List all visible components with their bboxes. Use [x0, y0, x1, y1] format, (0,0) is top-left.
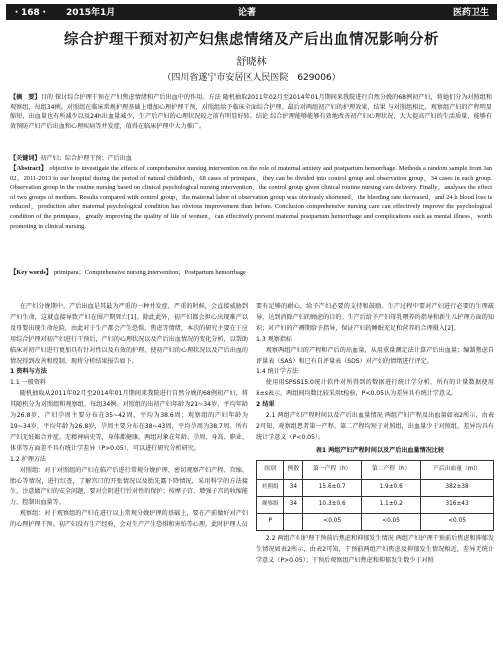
nursing-continued-paragraph: 要有足够的耐心，给予产妇必要的支持和鼓励。生产过程中要对产妇进行必要的生理疏导，达到消除产妇的顾虑的目的。生产后给予产妇母乳喂养的指导和新生儿护理方面的知识；对产妇的产褥期给予指导，保证产妇的睡眠充足和营养的合理摄入[2]。: [256, 303, 494, 332]
table-caption: 表1 两组产妇产程时间以及产后出血量情况比较: [315, 446, 444, 454]
table-cell: [284, 513, 303, 530]
table-header-cell: 第二产程（h）: [362, 460, 421, 479]
table-cell: 1.1±0.2: [362, 496, 421, 513]
table-row: [257, 496, 494, 513]
subsection-heading-1-2: 1.2 护理方法: [10, 455, 47, 463]
page-header-bar: [6, 4, 497, 20]
subsection-heading-1-1: 1.1 一般资料: [10, 379, 47, 387]
keywords-en-text: primipara；Comprehensive nursing intervention；Postpartum hemorrhage: [53, 269, 246, 276]
table-cell: 对照组: [257, 479, 284, 496]
issue-date: 2015年1月: [66, 8, 116, 18]
table-cell: 34: [284, 496, 303, 513]
intro-paragraph: 在产妇分娩期中，产后出血是其最为严重的一种并发症，严重的时候，会直接威胁到产妇生命，这就直接导致产妇在围产期死亡[1]。除此此外，初产妇都会担心出现难产以及母婴出现生命危险，由此对于生产都会产生恐惧、焦虑等情绪，本次的研究主要在于应用综合护理对初产妇进行干预后，产妇的心理状况以及产后出血情况的变化分析，以帮助临床对初产妇进行更加具有针对性以及有效的护理，使初产妇的心理状况以及产后出血的情况得到改善和控制，现将分析结果报告如下。: [10, 303, 248, 365]
table-header-cell: 组别: [257, 460, 284, 479]
keywords-en: [10, 268, 492, 278]
table-cell: 10.3±0.6: [303, 496, 362, 513]
table-cell: 316±43: [421, 496, 494, 513]
table-row: [257, 513, 494, 530]
table-cell: 382±38: [421, 479, 494, 496]
general-data-paragraph: 随机抽取从2011年02月至2014年01月期间来我院进行自然分娩的68例初产妇，将其随机分为对照组和观察组，每组34例。对照组的出初产妇年龄为21~34岁，平均年龄为26.8岁，产妇孕周主要分布在35~42周，平均为38.6周；观察组的产妇年龄为19~34岁，平均年龄为26.8岁，孕周主要分布在38~43周，平均孕周为38.7周。所有产妇无妊娠合并症、无精神病史等，身体都健康。两组对象在年龄、孕周、身高、职业、体重等方面差不具有统计学差异（P>0.05），可以进行研究分析研究。: [10, 390, 248, 452]
abstract-cn: [10, 93, 492, 131]
subsection-heading-1-4: 1.4 统计学方法: [256, 368, 299, 376]
section-heading-1: 1 资料与方法: [10, 368, 47, 376]
table-cell: <0.05: [303, 513, 362, 530]
table-cell: 1.9±0.6: [362, 479, 421, 496]
abstract-en-text: objective to investigate the effects of comprehensive nursing intervention on the role of maternal anxiety and postpartum hemorrhage. Methods a random sample from Jan 02，2011-2013 to our hospital during the period of natural childbirth，68 cases of primipara，they can be divided into control group and observation group，34 cases in each group. Observation group in the routine nursing based on clinical psychological nursing intervention，the control group given clinical routine nursing care delivery. Finally，analyses the effect of two groups of mothers. Results compared with control group，the maternal labor of observation group was obviously shortened，the bleeding rate decreased，and 24 h blood loss is reduced，production after maternal psychological condition has obvious improvement than before. Conclusion comprehensive nursing care can effectively improve the psychological condition of the primipara，greatly improving the quality of life of women，can effectively prevent maternal postpartum hemorrhage and complications such as mental illness，worth promoting in clinical nursing.: [10, 165, 492, 230]
table-header-cell: 例数: [284, 460, 303, 479]
article-title: 综合护理干预对初产妇焦虑情绪及产后出血情况影响分析: [64, 32, 439, 48]
table-cell: <0.05: [362, 513, 421, 530]
right-column: [256, 302, 494, 566]
table-cell: 观察组: [257, 496, 284, 513]
indicators-paragraph: 观察两组产妇的产程和产后的出血量，从用重量测定法计算产后出血量；编制焦虑自评量表（SAS）和已有自评量表（SDS）对产妇的情绪进行评定。: [256, 346, 494, 365]
results-2-1-paragraph: 2.1 两组产妇产程时间以及产后出血量情况 两组产妇产程及出血量如表2所示，由表2可知，观察组患者第一产程、第二产程均短于对照组，出血量少于对照组，差异均具有统计学意义（P<0.05）。: [256, 412, 494, 441]
table-cell: 15.6±0.7: [303, 479, 362, 496]
keywords-cn-label: 【关键词】: [10, 155, 41, 162]
abstract-en: [10, 164, 492, 231]
observation-group-paragraph: 观察组：对于观察组的产妇在进行以上常规分娩护理的基础上，要在产前做好对产妇的心理护理干预。初产妇没有生产经验，会对生产产生恐惧和害怕等心理，此时护理人员: [10, 510, 248, 529]
subsection-heading-1-3: 1.3 观察指标: [256, 335, 293, 343]
abstract-en-label: 【Abstract】: [10, 165, 48, 172]
table-cell: P: [257, 513, 284, 530]
table-cell: <0.05: [421, 513, 494, 530]
left-column: [10, 302, 248, 531]
journal-name: 医药卫生: [452, 8, 489, 18]
affiliation: （四川省遂宁市安居区人民医院 629006）: [162, 73, 341, 83]
keywords-cn-text: 初产妇；综合护理干预；产后出血: [40, 155, 132, 162]
table-header-cell: 第一产程（h）: [303, 460, 362, 479]
abstract-cn-text: 目的 探讨综合护理干预在产妇焦虑情绪和产后出血中的作用。方法 随机抽取2011年02月至2014年01月期间来我院进行自然分娩的68例初产妇，将她们分为对照组和观察组，每组34例。对照组在临床常规护理基础上增加心理护理干预，对照组给予临床全面综合护理。最后对两组初产妇的护理效果，结果 与对照组相比，观察组产妇的产程明显缩短，出血量也有所减少以及24h出血量减少，生产后产妇的心理状况较之前有明显好转。结论 综合护理能够能够有效地改善初产妇心理状况，大大提高产妇的生活质量，能够有效预防产妇产后出血和心理疾病等并发症，值得在临床护理中大力推广。: [10, 94, 493, 130]
author-name: 舒晓林: [236, 57, 267, 68]
table-cell: 34: [284, 479, 303, 496]
keywords-en-label: 【Key words】: [10, 269, 53, 276]
section-heading-2: 2 结果: [256, 401, 275, 409]
control-group-paragraph: 对照组：对于对照组的产妇在临产后进行常规分娩护理，密切观察产妇产程、宫缩、胎心等情况，进行红查，了解宫口的开张情况以及胎先露下降情况，采用科学的方法接生，注意做产妇的安全问题，要对会阴进行针对性的保护；按摩子宫，增强子宫的收缩能力，控制出血量等。: [10, 466, 248, 507]
article-type: 论著: [238, 8, 257, 18]
table-header-row: [257, 460, 494, 479]
table-header-cell: 产后出血量（ml）: [421, 460, 494, 479]
table-row: [257, 479, 494, 496]
keywords-cn: [10, 154, 492, 164]
statistics-paragraph: 使用用SPSS15.0统计软件对所得到的数据进行统计学分析，所有的计量数据使用x̄±s表示，两组间均数比较采用t检验，P<0.05认为差异具有统计学意义。: [256, 379, 494, 398]
page-number: ・168・: [12, 8, 49, 18]
abstract-cn-label: 【摘 要】: [10, 94, 41, 101]
results-table: [256, 460, 494, 531]
results-2-2-paragraph: 2.2 两组产妇护理干预前后焦虑和抑郁发生情况 两组产妇护理干预前后焦虑和抑郁发生情况如表2所示，由表2可知，干预前两组产妇焦虑及抑郁发生情况相近，差异无统计学意义（P>0.05）；干预后观察组产妇焦虑和抑郁发生数少于对照: [256, 534, 494, 564]
